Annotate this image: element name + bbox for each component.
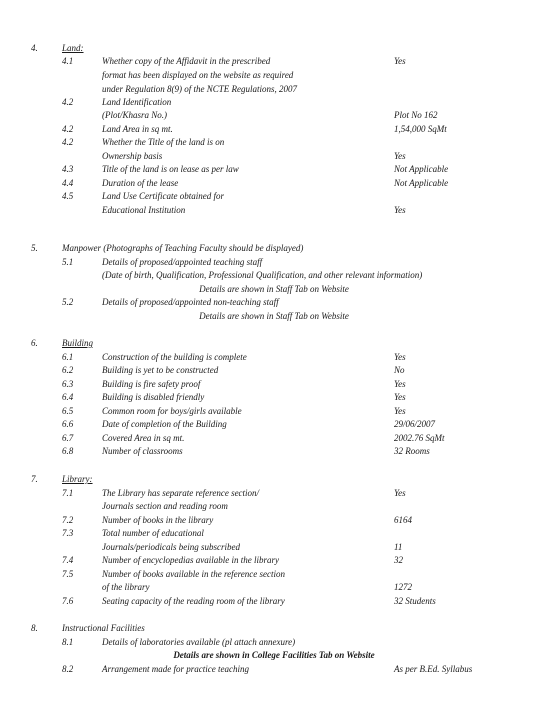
item-text: of the library [102, 582, 150, 592]
item-text: Land Identification [102, 97, 172, 107]
item-text: Seating capacity of the reading room of the library [102, 596, 285, 606]
item-text: Whether copy of the Affidavit in the prescribed [102, 56, 271, 66]
item-value: No [394, 365, 405, 375]
item-value: Yes [394, 392, 406, 402]
item-number: 7.5 [62, 569, 74, 579]
item-text: Details of laboratories available (pl attach annexure) [102, 637, 296, 647]
section-number: 4. [31, 43, 38, 53]
item-value: 1272 [394, 582, 412, 592]
item-value: Not Applicable [394, 178, 449, 188]
item-text: Number of books available in the reference section [102, 569, 286, 579]
item-value: Plot No 162 [394, 110, 438, 120]
item-text: Journals/periodicals being subscribed [102, 542, 240, 552]
item-value: Yes [394, 488, 406, 498]
item-value: 32 Students [394, 596, 436, 606]
item-value: Yes [394, 205, 406, 215]
item-value: Yes [394, 406, 406, 416]
section-title: Instructional Facilities [62, 623, 145, 633]
item-number: 6.6 [62, 419, 74, 429]
item-text: Number of books in the library [102, 515, 214, 525]
item-text: under Regulation 8(9) of the NCTE Regulations, 2007 [102, 84, 297, 94]
item-text: format has been displayed on the website as required [102, 70, 294, 80]
item-value: Yes [394, 352, 406, 362]
staff-tab-note: Details are shown in Staff Tab on Website [199, 311, 349, 321]
item-value: 29/06/2007 [394, 419, 436, 429]
item-number: 4.1 [62, 56, 74, 66]
item-number: 4.2 [62, 97, 74, 107]
section-number: 5. [31, 243, 38, 253]
item-text: Land Area in sq mt. [102, 124, 173, 134]
item-value: Not Applicable [394, 164, 449, 174]
item-number: 8.2 [62, 664, 74, 674]
item-number: 5.1 [62, 257, 74, 267]
college-facilities-note: Details are shown in College Facilities Tab on Website [173, 650, 375, 660]
section-title: Building [62, 338, 93, 348]
section-title: Land: [62, 43, 84, 53]
section-title: Library: [62, 474, 93, 484]
item-number: 7.6 [62, 596, 74, 606]
item-text: Building is yet to be constructed [102, 365, 219, 375]
item-value: Yes [394, 379, 406, 389]
item-number: 7.2 [62, 515, 74, 525]
item-value: As per B.Ed. Syllabus [394, 664, 473, 674]
item-text: Date of completion of the Building [102, 419, 227, 429]
item-text: Details of proposed/appointed teaching staff [102, 257, 263, 267]
item-text: Building is fire safety proof [102, 379, 201, 389]
item-text: Common room for boys/girls available [102, 406, 242, 416]
item-number: 4.2 [62, 137, 74, 147]
item-text: Number of classrooms [102, 446, 183, 456]
item-text: Journals section and reading room [102, 501, 228, 511]
item-number: 4.2 [62, 124, 74, 134]
section-number: 8. [31, 623, 38, 633]
item-text: (Plot/Khasra No.) [102, 110, 168, 120]
item-value: 1,54,000 SqMt [394, 124, 447, 134]
item-number: 6.1 [62, 352, 74, 362]
item-number: 7.4 [62, 555, 74, 565]
item-number: 4.5 [62, 191, 74, 201]
item-number: 8.1 [62, 637, 74, 647]
section-title: Manpower (Photographs of Teaching Faculty should be displayed) [62, 243, 304, 253]
item-value: 32 [394, 555, 403, 565]
item-text: The Library has separate reference section/ [102, 488, 260, 498]
item-text: Building is disabled friendly [102, 392, 205, 402]
item-text: (Date of birth, Qualification, Professional Qualification, and other relevant information) [102, 270, 423, 280]
item-text: Details of proposed/appointed non-teaching staff [102, 297, 279, 307]
item-text: Land Use Certificate obtained for [102, 191, 224, 201]
item-text: Duration of the lease [102, 178, 179, 188]
item-text: Title of the land is on lease as per law [102, 164, 239, 174]
item-value: Yes [394, 56, 406, 66]
item-value: 2002.76 SqMt [394, 433, 445, 443]
item-number: 6.3 [62, 379, 74, 389]
item-text: Ownership basis [102, 151, 163, 161]
item-number: 4.4 [62, 178, 74, 188]
item-number: 6.7 [62, 433, 74, 443]
item-number: 7.3 [62, 528, 74, 538]
item-text: Educational Institution [102, 205, 186, 215]
item-text: Arrangement made for practice teaching [102, 664, 249, 674]
item-text: Whether the Title of the land is on [102, 137, 225, 147]
item-text: Covered Area in sq mt. [102, 433, 185, 443]
item-value: Yes [394, 151, 406, 161]
item-value: 32 Rooms [394, 446, 430, 456]
item-number: 6.2 [62, 365, 74, 375]
item-number: 6.4 [62, 392, 74, 402]
section-number: 7. [31, 474, 38, 484]
item-number: 5.2 [62, 297, 74, 307]
item-number: 4.3 [62, 164, 74, 174]
section-number: 6. [31, 338, 38, 348]
item-number: 6.8 [62, 446, 74, 456]
item-value: 6164 [394, 515, 412, 525]
item-number: 7.1 [62, 488, 74, 498]
item-text: Number of encyclopedias available in the library [102, 555, 279, 565]
item-text: Construction of the building is complete [102, 352, 247, 362]
staff-tab-note: Details are shown in Staff Tab on Website [199, 284, 349, 294]
item-number: 6.5 [62, 406, 74, 416]
item-value: 11 [394, 542, 403, 552]
item-text: Total number of educational [102, 528, 204, 538]
